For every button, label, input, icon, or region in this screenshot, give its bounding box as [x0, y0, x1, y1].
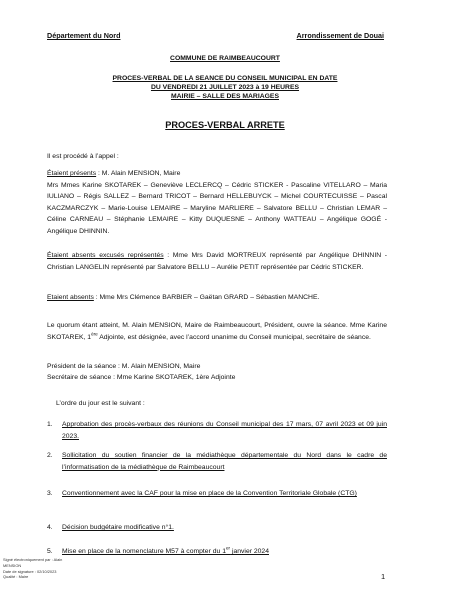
page-number: 1 [381, 572, 386, 581]
agenda-item-text: Conventionnement avec la CAF pour la mise en place de la Convention Territoriale Globale (CTG) [62, 490, 357, 497]
commune-title: COMMUNE DE RAIMBEAUCOURT [170, 55, 280, 62]
agenda-item-number: 2. [47, 452, 53, 459]
agenda-item-number: 4. [47, 524, 53, 531]
quorum-text-a: Le quorum étant atteint, M. Alain MENSION, Maire de Raimbeaucourt, Président, ouvre la séance. Mme Karine SKOTAREK, 1 [47, 322, 387, 341]
excuses-block [47, 250, 387, 273]
agenda-item-number: 3. [47, 490, 53, 497]
agenda-item-text: Approbation des procès-verbaux des réunions du Conseil municipal des 17 mars, 07 avril 2023 et 09 juin 2023. [62, 421, 387, 440]
excuses-text: : Mme Mrs David MORTREUX représenté par Angélique DHINNIN - Christian LANGELIN représenté par Salvatore BELLU – Aurélie PETIT représentée par Cédric STICKER. [47, 252, 387, 271]
signature-line: MENSION [3, 562, 22, 568]
agenda-item-number: 5. [47, 548, 53, 555]
agenda-item-text: Sollicitation du soutien financier de la médiathèque départementale du Nord dans le cadre de l’informatisation de la médiathèque de Raimbeaucourt [62, 452, 387, 471]
signature-line: Date de signature : 02/10/2023 [3, 568, 57, 574]
presents-list: Mrs Mmes Karine SKOTAREK – Geneviève LECLERCQ – Cédric STICKER - Pascaline VITELLARO – Maria IULIANO – Régis SALLEZ – Bernard TRICOT – Bernard HELLEBUYCK – Michel COURTECUISSE – Pascal KACZMARCZYK – Marie-Louise LEMAIRE – Maryline MARLIERE – Salvatore BELLU – Christian LEMAR – Céline CARNEAU – Stéphanie LEMAIRE – Kitty DUQUESNE – Anthony WATTEAU – Angélique GOGÉ -Angélique DHINNIN. [47, 181, 387, 235]
pv-heading-line-3: MAIRIE – SALLE DES MARIAGES [170, 93, 279, 100]
absents-label: Etaient absents [47, 294, 94, 301]
presents-label: Étaient présents [47, 170, 97, 177]
quorum-text-b: Adjointe, est désignée, avec l’accord unanime du Conseil municipal, secrétaire de séance. [97, 333, 371, 341]
agenda-intro: L’ordre du jour est le suivant : [56, 400, 145, 407]
excuses-label: Étaient absents excusés représentés [47, 252, 164, 259]
agenda-item-text: Décision budgétaire modificative n°1. [62, 524, 174, 531]
quorum-paragraph [47, 320, 387, 343]
electronic-signature [3, 557, 62, 580]
pv-title: PROCES-VERBAL ARRETE [165, 120, 285, 130]
agenda-item-number: 1. [47, 421, 53, 428]
presents-block [47, 168, 387, 238]
president-line: Président de la séance : M. Alain MENSION, Maire [47, 363, 201, 370]
intro-text: Il est procédé à l’appel : [47, 153, 119, 160]
absents-text: : Mme Mrs Clémence BARBIER – Gaëtan GRARD – Sébastien MANCHE. [93, 294, 320, 301]
presents-mayor: : M. Alain MENSION, Maire [96, 170, 181, 177]
agenda-item-text: Mise en place de la nomenclature M57 à compter du 1er janvier 2024 [62, 545, 269, 555]
absents-block [47, 292, 387, 304]
department-header: Département du Nord [47, 31, 121, 40]
signature-line: Signé électroniquement par : Alain [3, 557, 63, 562]
arrondissement-header: Arrondissement de Douai [296, 31, 384, 40]
quorum-sup: ère [91, 331, 98, 337]
secretaire-line: Secrétaire de séance : Mme Karine SKOTAREK, 1ère Adjointe [47, 374, 236, 381]
pv-heading-line-2: DU VENDREDI 21 JUILLET 2023 à 19 HEURES [150, 84, 300, 91]
pv-heading-line-1: PROCES-VERBAL DE LA SEANCE DU CONSEIL MUNICIPAL EN DATE [112, 75, 338, 82]
signature-line: Qualité : Maire [3, 574, 29, 580]
